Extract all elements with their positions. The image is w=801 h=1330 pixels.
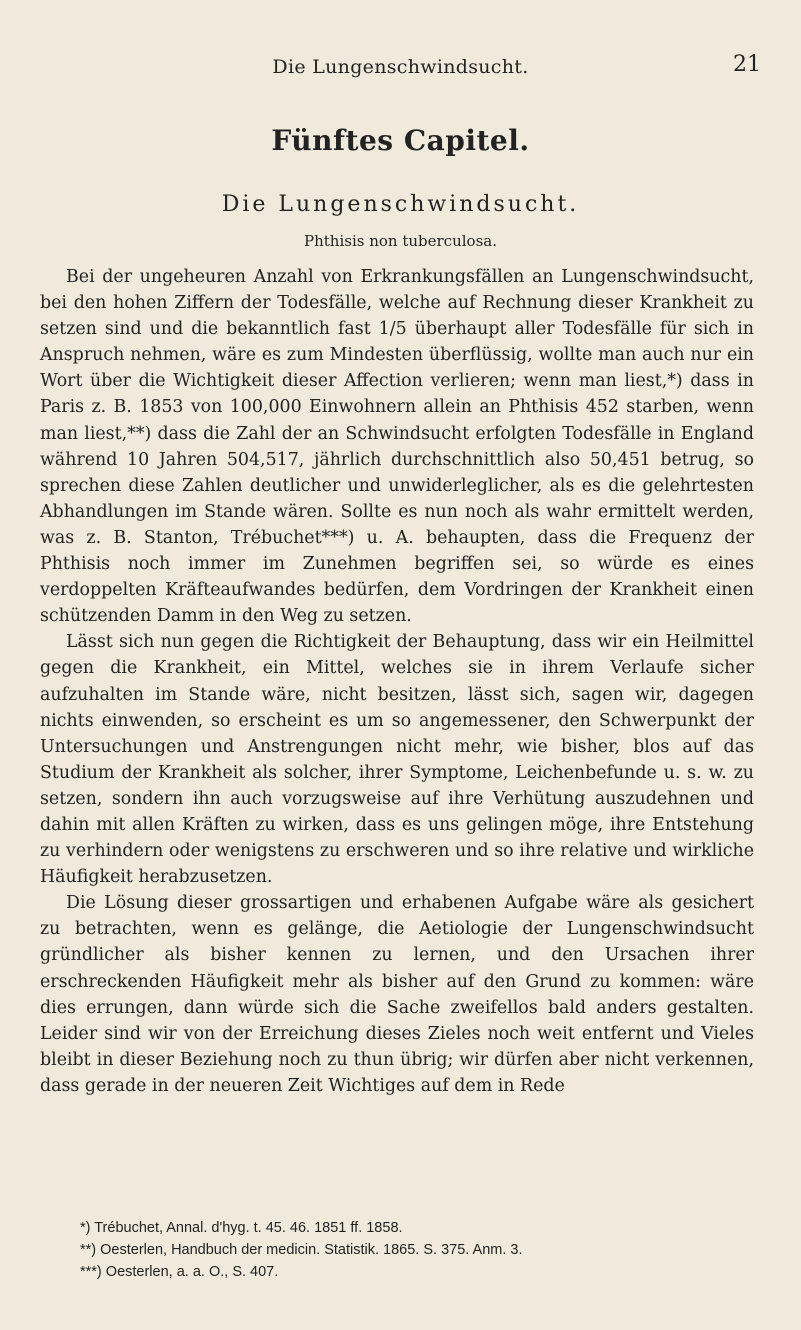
- footnote: ***) Oesterlen, a. a. O., S. 407.: [80, 1264, 279, 1280]
- running-title: Die Lungenschwindsucht.: [272, 56, 529, 78]
- footnotes: [40, 1218, 754, 1284]
- page-header: [40, 52, 761, 82]
- footnote: **) Oesterlen, Handbuch der medicin. Statistik. 1865. S. 375. Anm. 3.: [80, 1242, 523, 1258]
- paragraph: Bei der ungeheuren Anzahl von Erkrankungsfällen an Lungenschwindsucht, bei den hohen Ziffern der Todesfälle, welche auf Rechnung dieser Krankheit zu setzen sind und die bekanntlich fast 1/5 überhaupt aller Todesfälle für sich in Anspruch nehmen, wäre es zum Mindesten überflüssig, wollte man auch nur ein Wort über die Wichtigkeit dieser Affection verlieren; wenn man liest,*) dass in Paris z. B. 1853 von 100,000 Einwohnern allein an Phthisis 452 starben, wenn man liest,**) dass die Zahl der an Schwindsucht erfolgten Todesfälle in England während 10 Jahren 504,517, jährlich durchschnittlich also 50,451 betrug, so sprechen diese Zahlen deutlicher und unwiderleglicher, als es die gelehrtesten Abhandlungen im Stande wären. Sollte es nun noch als wahr ermittelt werden, was z. B. Stanton, Trébuchet***) u. A. behaupten, dass die Frequenz der Phthisis noch immer im Zunehmen begriffen sei, so würde es eines verdoppelten Kräfteaufwandes bedürfen, dem Vordringen der Krankheit einen schützenden Damm in den Weg zu setzen.: [40, 267, 754, 627]
- body-text: [40, 264, 754, 1099]
- paragraph: Lässt sich nun gegen die Richtigkeit der Behauptung, dass wir ein Heilmittel gegen die Krankheit, ein Mittel, welches sie in ihrem Verlaufe sicher aufzuhalten im Stande wäre, nicht besitzen, lässt sich, sagen wir, dagegen nichts einwenden, so erscheint es um so angemessener, den Schwerpunkt der Untersuchungen und Anstrengungen nicht mehr, wie bisher, blos auf das Studium der Krankheit als solcher, ihrer Symptome, Leichenbefunde u. s. w. zu setzen, sondern ihn auch vorzugsweise auf ihre Verhütung auszudehnen und dahin mit allen Kräften zu wirken, dass es uns gelingen möge, ihre Entstehung zu verhindern oder wenigstens zu erschweren und so ihre relative und wirkliche Häufigkeit herabzusetzen.: [40, 632, 754, 888]
- section-title: Die Lungenschwindsucht.: [221, 192, 580, 217]
- section-subtitle: Phthisis non tuberculosa.: [304, 232, 497, 250]
- page-number: 21: [733, 52, 761, 77]
- footnote: *) Trébuchet, Annal. d'hyg. t. 45. 46. 1851 ff. 1858.: [80, 1220, 403, 1236]
- paragraph: Die Lösung dieser grossartigen und erhabenen Aufgabe wäre als gesichert zu betrachten, wenn es gelänge, die Aetiologie der Lungenschwindsucht gründlicher als bisher kennen zu lernen, und den Ursachen ihrer erschreckenden Häufigkeit mehr als bisher auf den Grund zu kommen: wäre dies errungen, dann würde sich die Sache zweifellos bald anders gestalten. Leider sind wir von der Erreichung dieses Zieles noch weit entfernt und Vieles bleibt in dieser Beziehung noch zu thun übrig; wir dürfen aber nicht verkennen, dass gerade in der neueren Zeit Wichtiges auf dem in Rede: [40, 893, 754, 1096]
- chapter-title: Fünftes Capitel.: [271, 124, 530, 157]
